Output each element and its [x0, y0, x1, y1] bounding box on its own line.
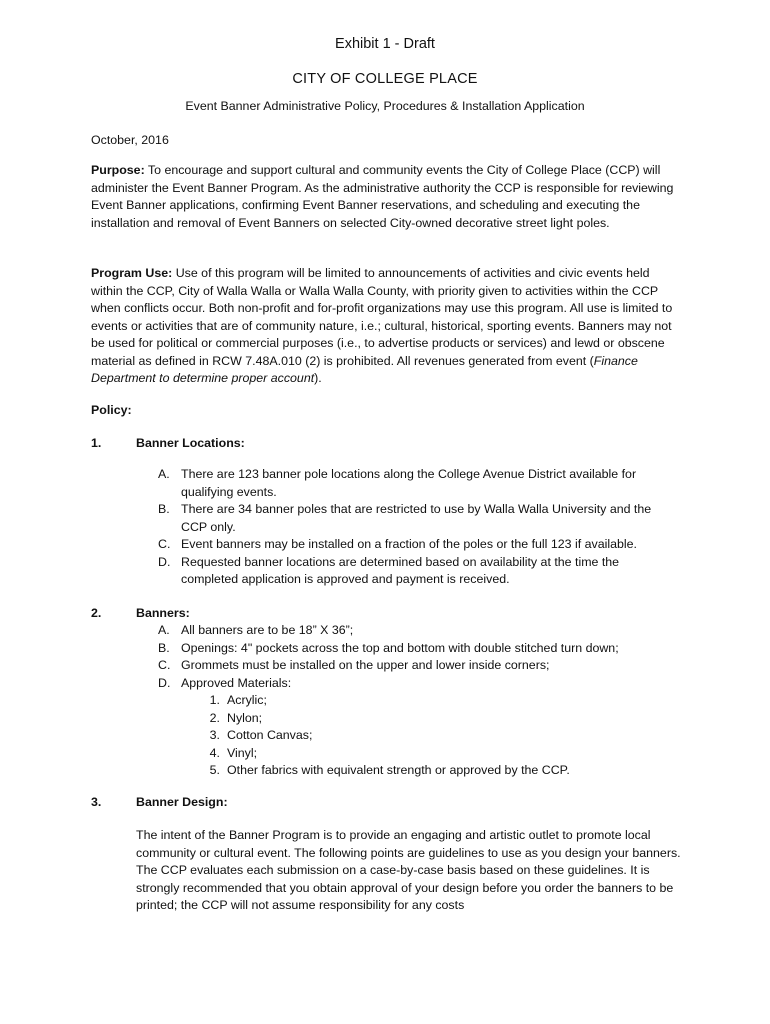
banner-design-paragraph: The intent of the Banner Program is to provide an engaging and artistic outlet to promote local community or cultural event. The following points are guidelines to use as you design your banners. The CCP evaluates each submission on a case-by-case basis based on these guidelines. It is strongly recommended that you obtain approval of your design before you order the banners to be printed; the CCP will not assume responsibility for any costs: [136, 828, 681, 912]
material-item: [202, 727, 678, 745]
banners-list: [158, 622, 678, 780]
material-item: [202, 745, 678, 763]
purpose-paragraph: [91, 162, 681, 232]
list-marker: D.: [158, 675, 171, 690]
section-1-number: 1.: [91, 436, 102, 450]
list-item: [158, 554, 678, 589]
list-marker: B.: [158, 502, 170, 516]
material-marker: 5.: [209, 763, 220, 777]
list-item-text: Requested banner locations are determined based on availability at the time the completed application is approved and payment is received.: [181, 554, 620, 586]
list-item-text: There are 34 banner poles that are restricted to use by Walla Walla University and the CCP only.: [181, 502, 652, 534]
purpose-text: To encourage and support cultural and community events the City of College Place (CCP) will administer the Event Banner Program. As the administrative authority the CCP is responsible for reviewing Event Banner applications, confirming Event Banner reservations, and scheduling and executing the installation and removal of Event Banners on selected City-owned decorative street light poles.: [91, 163, 674, 230]
section-3-title: Banner Design:: [136, 795, 228, 809]
material-marker: 4.: [209, 745, 220, 760]
list-item: [158, 640, 678, 658]
program-use-tail: ).: [314, 371, 322, 385]
list-marker: A.: [158, 623, 170, 637]
list-item-text: Event banners may be installed on a fraction of the poles or the full 123 if available.: [181, 537, 637, 551]
list-item: [158, 536, 678, 554]
program-use-italic: Finance Department to determine proper account: [91, 353, 638, 385]
approved-materials-list: [181, 692, 678, 780]
section-2-number: 2.: [91, 606, 102, 620]
banner-locations-list: [158, 466, 678, 589]
city-title: CITY OF COLLEGE PLACE: [292, 71, 478, 87]
list-item: [158, 675, 678, 780]
purpose-label: Purpose:: [91, 163, 145, 177]
list-marker: A.: [158, 467, 170, 481]
document-date: October, 2016: [91, 133, 169, 147]
material-marker: 3.: [209, 728, 220, 742]
document-subtitle: Event Banner Administrative Policy, Procedures & Installation Application: [185, 99, 585, 113]
section-2-title: Banners:: [136, 606, 190, 620]
material-item: [202, 692, 678, 710]
list-item-text: There are 123 banner pole locations along the College Avenue District available for qualifying events.: [181, 467, 637, 499]
material-item: [202, 762, 678, 780]
material-text: Cotton Canvas;: [227, 728, 313, 742]
material-item: [202, 710, 678, 728]
list-item: [158, 501, 678, 536]
list-item: [158, 657, 678, 675]
material-text: Other fabrics with equivalent strength or approved by the CCP.: [227, 763, 570, 777]
material-marker: 2.: [209, 710, 220, 725]
list-marker: C.: [158, 537, 171, 551]
exhibit-label: Exhibit 1 - Draft: [335, 36, 435, 52]
program-use-paragraph: [91, 265, 681, 388]
list-marker: D.: [158, 554, 171, 569]
list-item-text: Openings: 4" pockets across the top and bottom with double stitched turn down;: [181, 640, 619, 655]
list-item-text: Grommets must be installed on the upper and lower inside corners;: [181, 658, 550, 672]
list-item-text: Approved Materials:: [181, 675, 292, 690]
material-marker: 1.: [209, 693, 220, 707]
material-text: Nylon;: [227, 710, 263, 725]
section-3-number: 3.: [91, 795, 102, 809]
material-text: Acrylic;: [227, 693, 267, 707]
list-marker: B.: [158, 640, 170, 655]
list-marker: C.: [158, 658, 171, 672]
list-item-text: All banners are to be 18” X 36”;: [181, 623, 354, 637]
list-item: [158, 466, 678, 501]
policy-heading: Policy:: [91, 403, 132, 417]
section-1-title: Banner Locations:: [136, 436, 245, 450]
program-use-text: Use of this program will be limited to announcements of activities and civic events held within the CCP, City of Walla Walla or Walla Walla County, with priority given to activities within the CCP when conflicts occur. Both non-profit and for-profit organizations may use this program. All use is limited to events or activities that are of community nature, i.e.; cultural, historical, sporting events. Banners may not be used for political or commercial purposes (i.e., to advertise products or services) and lewd or obscene material as defined in RCW 7.48A.010 (2) is prohibited. All revenues generated from event (: [91, 266, 673, 368]
program-use-label: Program Use:: [91, 266, 173, 280]
list-item: [158, 622, 678, 640]
material-text: Vinyl;: [227, 745, 258, 760]
